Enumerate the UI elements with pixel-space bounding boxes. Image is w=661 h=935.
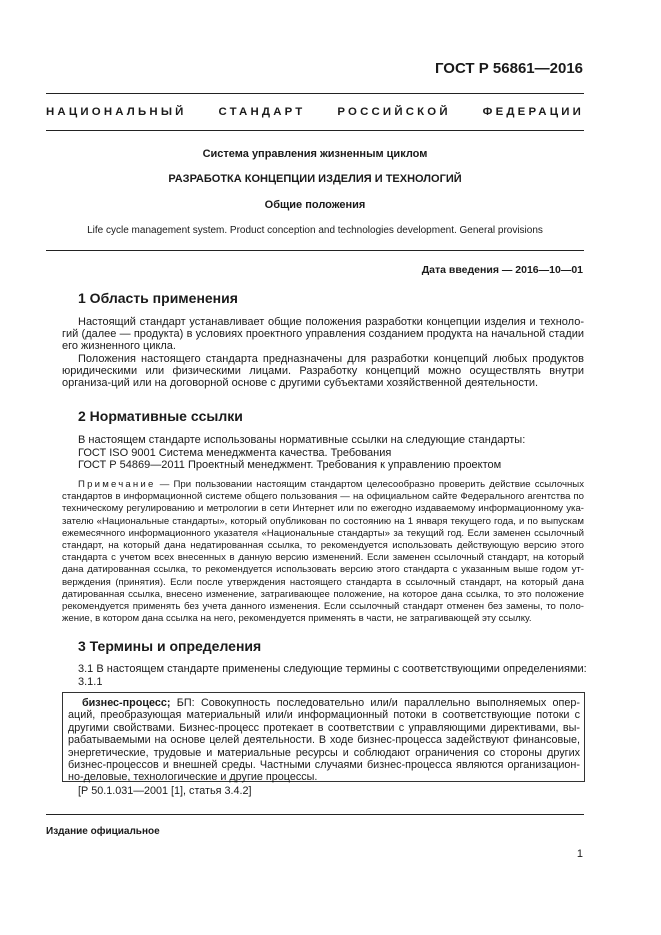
definition-text [68,697,580,784]
title-main: РАЗРАБОТКА КОНЦЕПЦИИ ИЗДЕЛИЯ И ТЕХНОЛОГИЙ [168,173,462,185]
national-banner: НАЦИОНАЛЬНЫЙ СТАНДАРТ РОССИЙСКОЙ ФЕДЕРАЦИИ [46,106,584,118]
note [62,479,584,625]
section-2-intro: В настоящем стандарте использованы нормативные ссылки на следующие стандарты: [78,434,526,446]
top-rule [46,93,584,94]
page-number: 1 [576,848,583,860]
definition-source: [Р 50.1.031—2001 [1], статья 3.4.2] [78,785,252,797]
section-1-paragraph-1-text: Настоящий стандарт устанавливает общие положения разработки концепции изделия и техноло-гий (далее — продукта) в условиях проектного управления созданием продукта на начальной стадии его жизненного цикла. [62,316,584,353]
intro-date: Дата введения — 2016—10—01 [421,264,583,276]
banner-rule [46,130,584,131]
section-2-heading: 2 Нормативные ссылки [78,408,243,424]
official-edition: Издание официальное [46,826,160,837]
section-1-heading: 1 Область применения [78,290,238,306]
standard-id: ГОСТ Р 56861—2016 [434,60,583,77]
section-3-paragraph-1: 3.1 В настоящем стандарте применены следующие термины с соответствующими определениями: [78,663,587,675]
title-general: Общие положения [264,199,366,211]
title-rule [46,250,584,251]
footer-rule [46,814,584,815]
section-1-paragraph-2 [62,353,584,390]
section-3-heading: 3 Термины и определения [78,638,262,654]
section-3-paragraph-2: 3.1.1 [78,676,103,688]
section-1-paragraph-2-text: Положения настоящего стандарта предназначены для разработки концепций любых продуктов юридическими или физическими лицами. Разработку концепций можно осуществлять внутри организа-ций или на договорной основе с другими субъектами хозяйственной деятельности. [62,353,584,390]
note-label: Примечание [78,479,156,490]
reference-2: ГОСТ Р 54869—2011 Проектный менеджмент. Требования к управлению проектом [78,459,502,471]
definition-body: БП: Совокупность последовательно или/и параллельно выполняемых опер-аций, преобразующая материальный или/и информационный потоки в соответствующие потоки с другими свойствами. Бизнес-процесс протекает в соответствии с управляющими директивами, вы-рабатываемыми на основе целей деятельности. В ходе бизнес-процесса задействуют финансовые, энергетические, трудовые и материальные ресурсы и соблюдают ограничения со стороны других бизнес-процессов и внешней среды. Частными случаями бизнес-процесса являются организацион-но-деловые, технологические и другие процессы. [68,697,580,784]
section-1-paragraph-1 [62,316,584,353]
title-english: Life cycle management system. Product conception and technologies development. General provisions [87,225,543,236]
note-text: — При пользовании настоящим стандартом целесообразно проверить действие ссылочных стандартов в информационной системе общего пользования — на официальном сайте Федерального агентства по техническому регулированию и метрологии в сети Интернет или по ежегодно издаваемому информационному ука-зателю «Национальные стандарты», который опубликован по состоянию на 1 января текущего года, и по выпускам ежемесячного информационного указателя «Национальные стандарты» за текущий год. Если заменен ссылочный стандарт, на который дана недатированная ссылка, то рекомендуется использовать действующую версию этого стандарта с учетом всех внесенных в данную версию изменений. Если заменен ссылочный стандарт, на который дана датированная ссылка, то рекомендуется использовать версию этого стандарта с указанным выше годом ут-верждения (принятия). Если после утверждения настоящего стандарта в ссылочный стандарт, на который дана датированная ссылка, внесено изменение, затрагивающее положение, на которое дана ссылка, то это положение рекомендуется применять без учета данного изменения. Если ссылочный стандарт отменен без замены, то поло-жение, в котором дана ссылка на него, рекомендуется применять в части, не затрагивающей эту ссылку. [62,479,585,625]
title-system: Система управления жизненным циклом [202,148,428,160]
definition-term: бизнес-процесс; [82,697,171,709]
reference-1: ГОСТ ISO 9001 Система менеджмента качества. Требования [78,447,392,459]
